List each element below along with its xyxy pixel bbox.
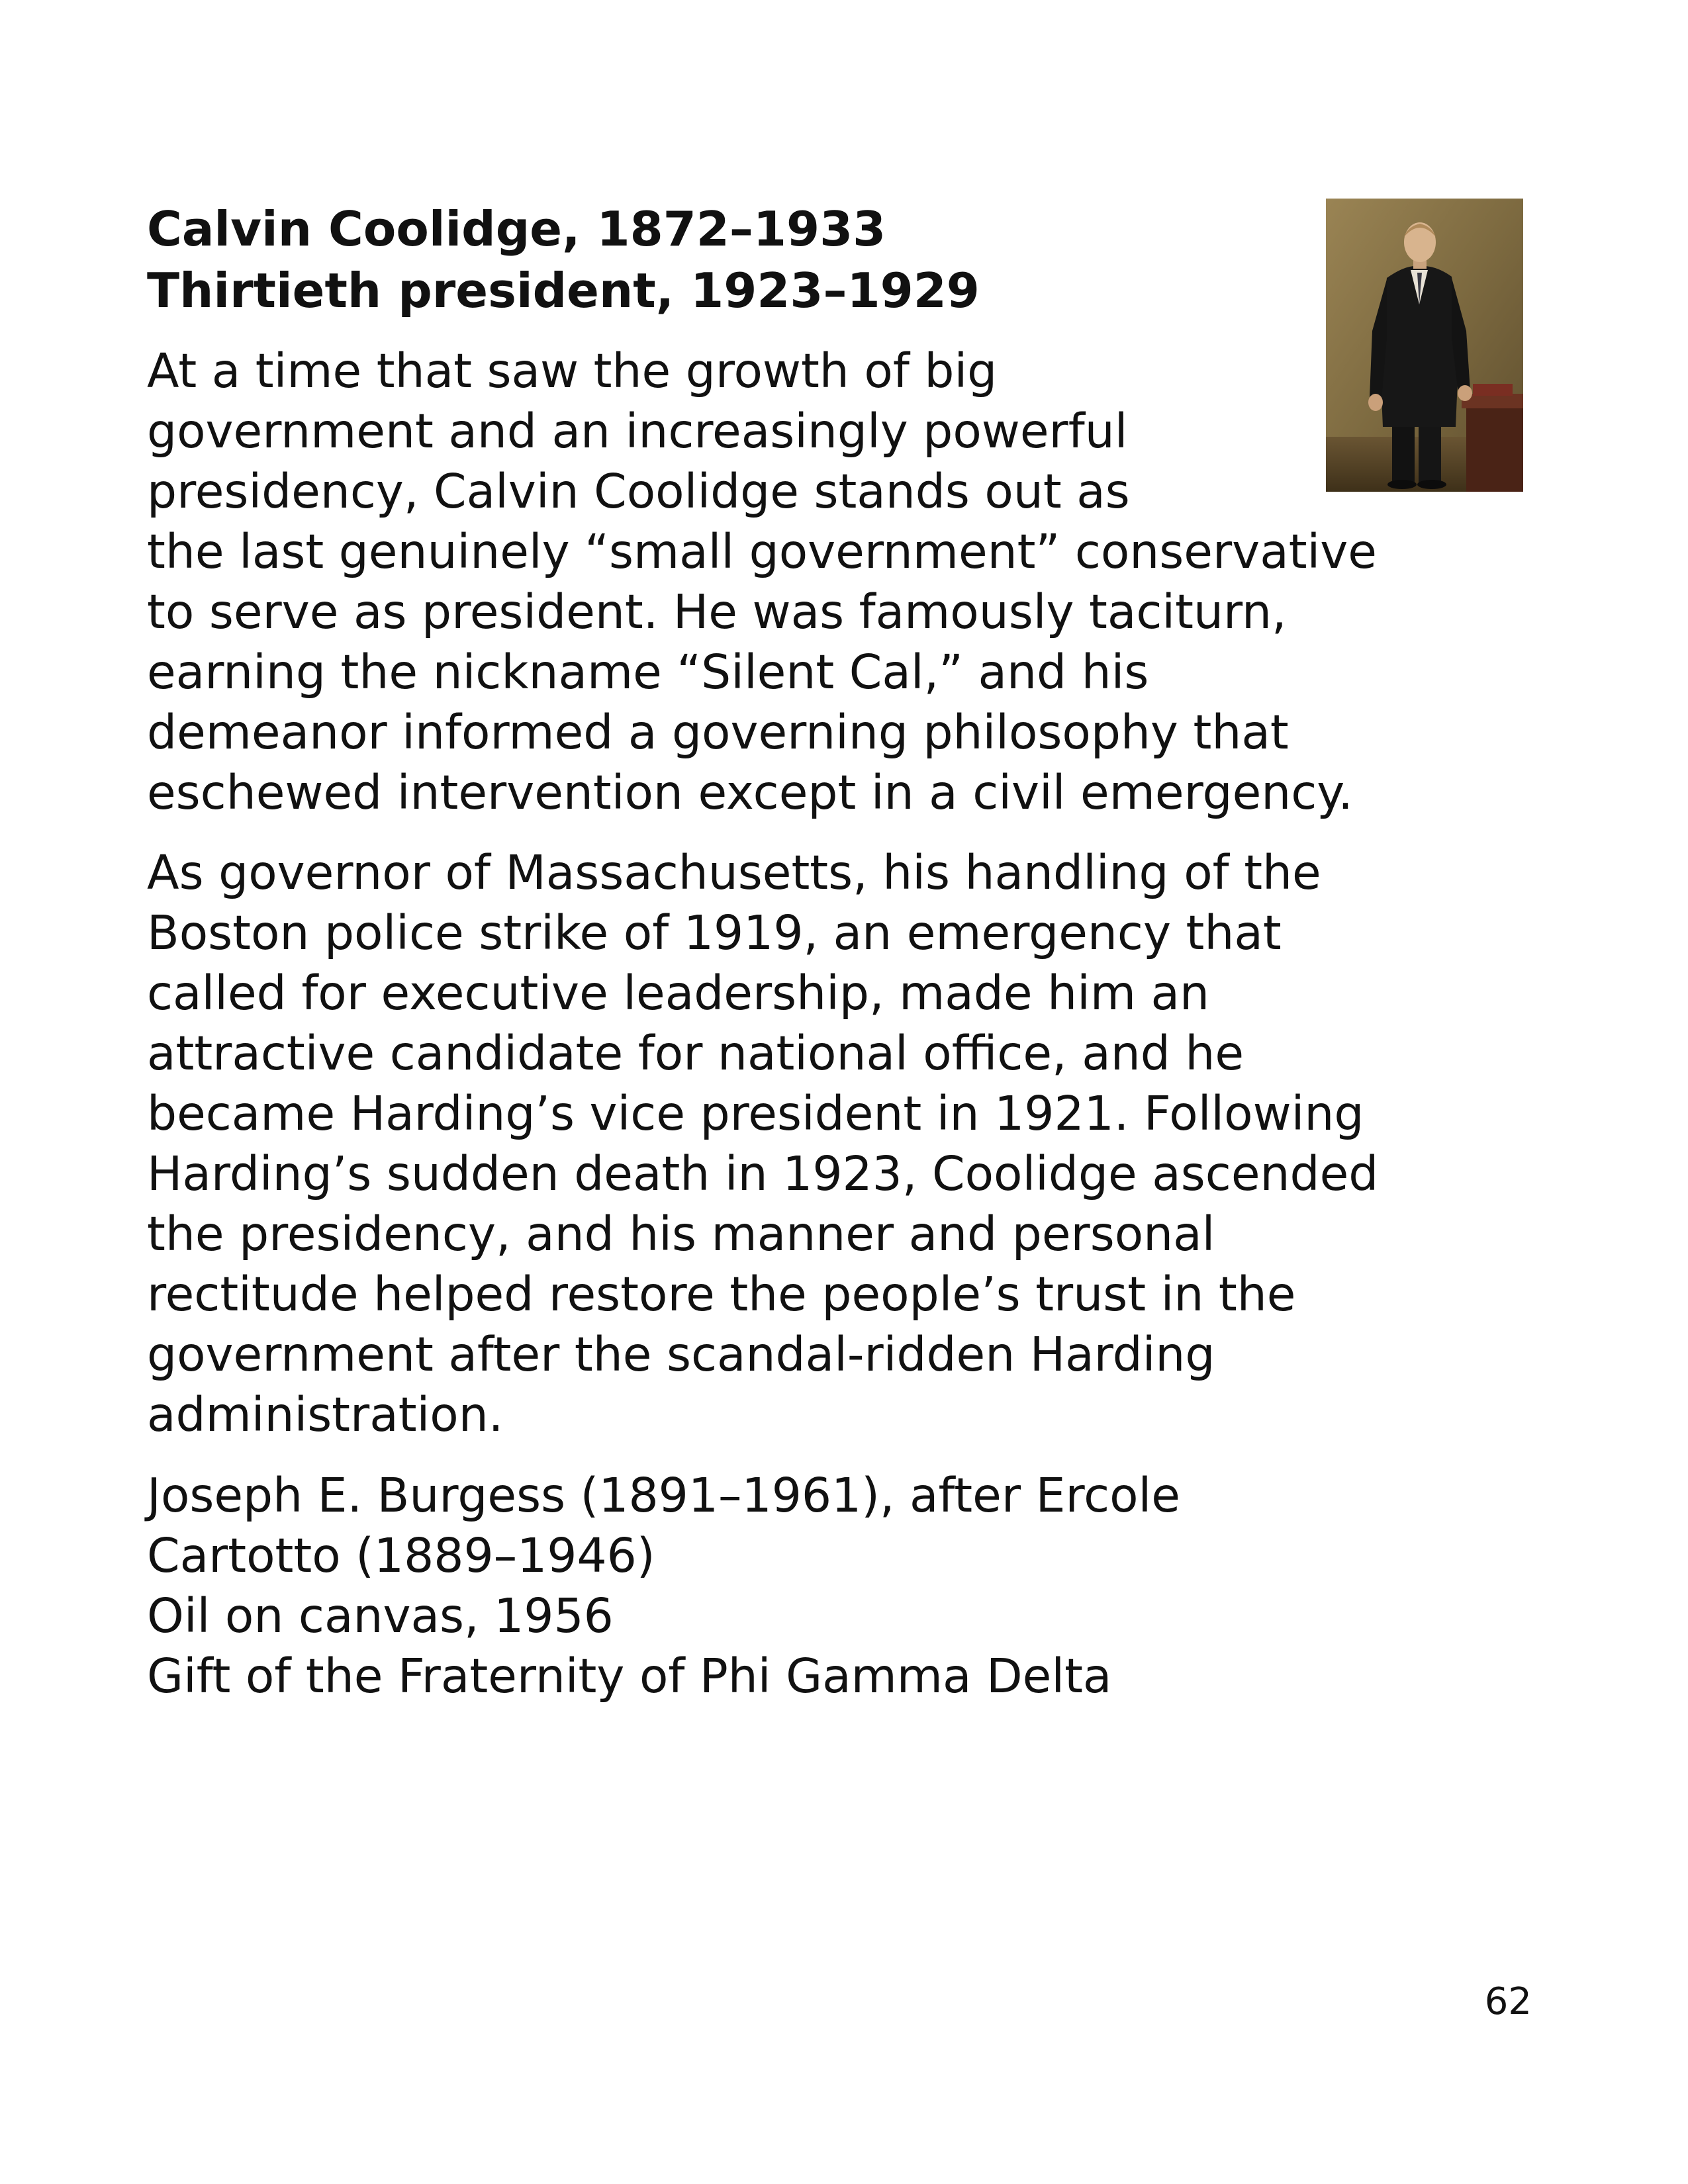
text-line: the presidency, and his manner and personal — [147, 1206, 1215, 1261]
heading-name-dates: Calvin Coolidge, 1872–1933 — [147, 201, 886, 257]
text-line: earning the nickname “Silent Cal,” and his — [147, 645, 1149, 700]
text-line: Harding’s sudden death in 1923, Coolidge ascended — [147, 1146, 1379, 1201]
text-line: government and an increasingly powerful — [147, 404, 1128, 459]
text-line: presidency, Calvin Coolidge stands out as — [147, 464, 1130, 519]
paragraph-intro — [147, 341, 1537, 823]
text-line: the last genuinely “small government” conservative — [147, 524, 1377, 579]
text-line: became Harding’s vice president in 1921. Following — [147, 1086, 1364, 1141]
text-line: demeanor informed a governing philosophy that — [147, 705, 1289, 760]
text-line: administration. — [147, 1387, 504, 1442]
text-line: At a time that saw the growth of big — [147, 343, 998, 398]
heading-term: Thirtieth president, 1923–1929 — [147, 263, 980, 318]
text-line: to serve as president. He was famously taciturn, — [147, 584, 1287, 639]
text-line: called for executive leadership, made him an — [147, 966, 1210, 1021]
text-line: government after the scandal-ridden Harding — [147, 1327, 1215, 1382]
artwork-credits — [147, 1465, 1537, 1706]
text-line: attractive candidate for national office, and he — [147, 1026, 1244, 1081]
text-line: eschewed intervention except in a civil emergency. — [147, 765, 1353, 820]
credit-medium: Oil on canvas, 1956 — [147, 1588, 614, 1643]
page-number: 62 — [1484, 1980, 1532, 2023]
text-line: Boston police strike of 1919, an emergency that — [147, 905, 1282, 960]
text-line: As governor of Massachusetts, his handling of the — [147, 845, 1321, 900]
paragraph-governor — [147, 842, 1537, 1445]
credit-gift: Gift of the Fraternity of Phi Gamma Delta — [147, 1649, 1112, 1704]
heading — [147, 199, 1272, 322]
credit-artist: Joseph E. Burgess (1891–1961), after Ercole — [147, 1468, 1180, 1523]
credit-artist-cont: Cartotto (1889–1946) — [147, 1528, 655, 1583]
text-line: rectitude helped restore the people’s trust in the — [147, 1267, 1296, 1322]
